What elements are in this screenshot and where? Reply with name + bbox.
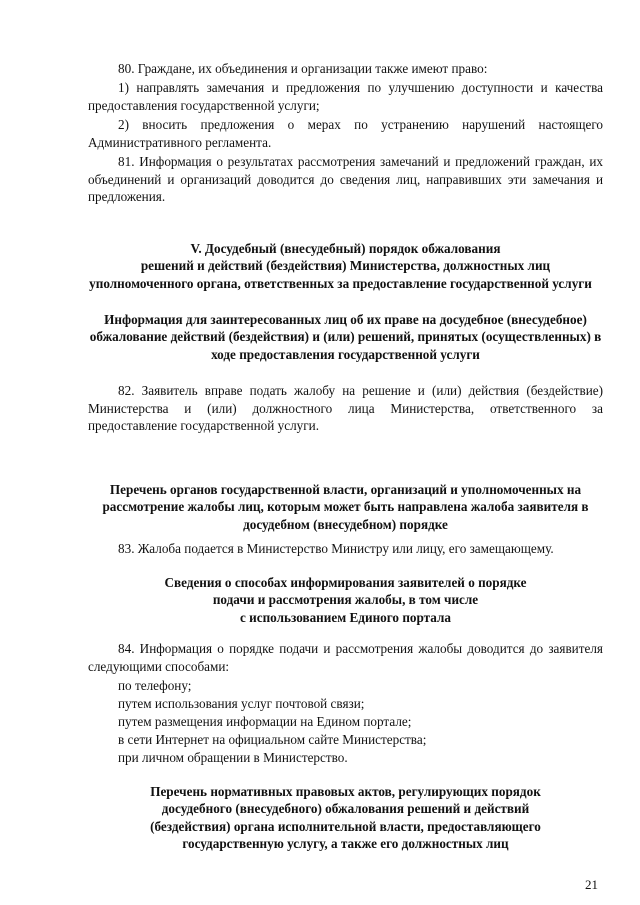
heading-line: (бездействия) органа исполнительной власти, предоставляющего — [150, 818, 541, 834]
heading-line: Информация для заинтересованных лиц об их праве на досудебное (внесудебное) — [104, 312, 587, 327]
paragraph-80-item-2: 2) вносить предложения о мерах по устранению нарушений настоящего Административного регламента. — [88, 117, 603, 150]
list-item: при личном обращении в Министерство. — [118, 750, 348, 765]
heading-line: Сведения о способах информирования заявителей о порядке — [164, 575, 527, 590]
heading-line: обжалование действий (бездействия) и (или) решений, принятых (осуществленных) в — [89, 329, 602, 345]
heading-line: досудебном (внесудебном) порядке — [243, 516, 448, 532]
list-item: в сети Интернет на официальном сайте Министерства; — [118, 732, 427, 747]
heading-line: ходе предоставления государственной услуги — [211, 346, 480, 362]
list-item: путем размещения информации на Едином портале; — [118, 714, 412, 729]
list-item: по телефону; — [118, 678, 192, 693]
paragraph-83: 83. Жалоба подается в Министерство Министру или лицу, его замещающему. — [118, 541, 554, 556]
paragraph-80: 80. Граждане, их объединения и организации также имеют право: — [118, 61, 488, 76]
heading-line: Перечень нормативных правовых актов, регулирующих порядок — [150, 784, 541, 799]
heading-line: уполномоченного органа, ответственных за предоставление государственной услуги — [89, 275, 592, 291]
page-number: 21 — [585, 877, 598, 892]
list-item: путем использования услуг почтовой связи; — [118, 696, 365, 711]
paragraph-81: 81. Информация о результатах рассмотрения замечаний и предложений граждан, их объединений и организаций доводится до сведения лиц, направивших эти замечания и предложения. — [88, 154, 603, 205]
section-v-heading — [88, 240, 603, 292]
heading-line: Перечень органов государственной власти, организаций и уполномоченных на — [109, 482, 582, 497]
info-for-interested-heading — [88, 311, 603, 363]
paragraph-82: 82. Заявитель вправе подать жалобу на решение и (или) действия (бездействие) Министерства и (или) должностного лица Министерства, ответственного за предоставление государственной услуги. — [88, 383, 603, 434]
paragraph-80-item-1: 1) направлять замечания и предложения по улучшению доступности и качества предоставления государственной услуги; — [88, 80, 603, 113]
heading-line: государственную услугу, а также его должностных лиц — [182, 836, 509, 852]
legal-acts-heading — [88, 783, 603, 853]
heading-line: досудебного (внесудебного) обжалования решений и действий — [161, 801, 530, 817]
list-of-bodies-heading — [88, 481, 603, 533]
heading-line: подачи и рассмотрения жалобы, в том числе — [212, 592, 479, 608]
heading-line: решений и действий (бездействия) Министерства, должностных лиц — [140, 258, 551, 274]
heading-line: рассмотрение жалобы лиц, которым может быть направлена жалоба заявителя в — [102, 499, 589, 515]
informing-methods-heading — [88, 574, 603, 626]
heading-line: V. Досудебный (внесудебный) порядок обжалования — [190, 241, 501, 256]
paragraph-84: 84. Информация о порядке подачи и рассмотрения жалобы доводится до заявителя следующими способами: — [88, 641, 603, 674]
heading-line: с использованием Единого портала — [239, 609, 452, 625]
